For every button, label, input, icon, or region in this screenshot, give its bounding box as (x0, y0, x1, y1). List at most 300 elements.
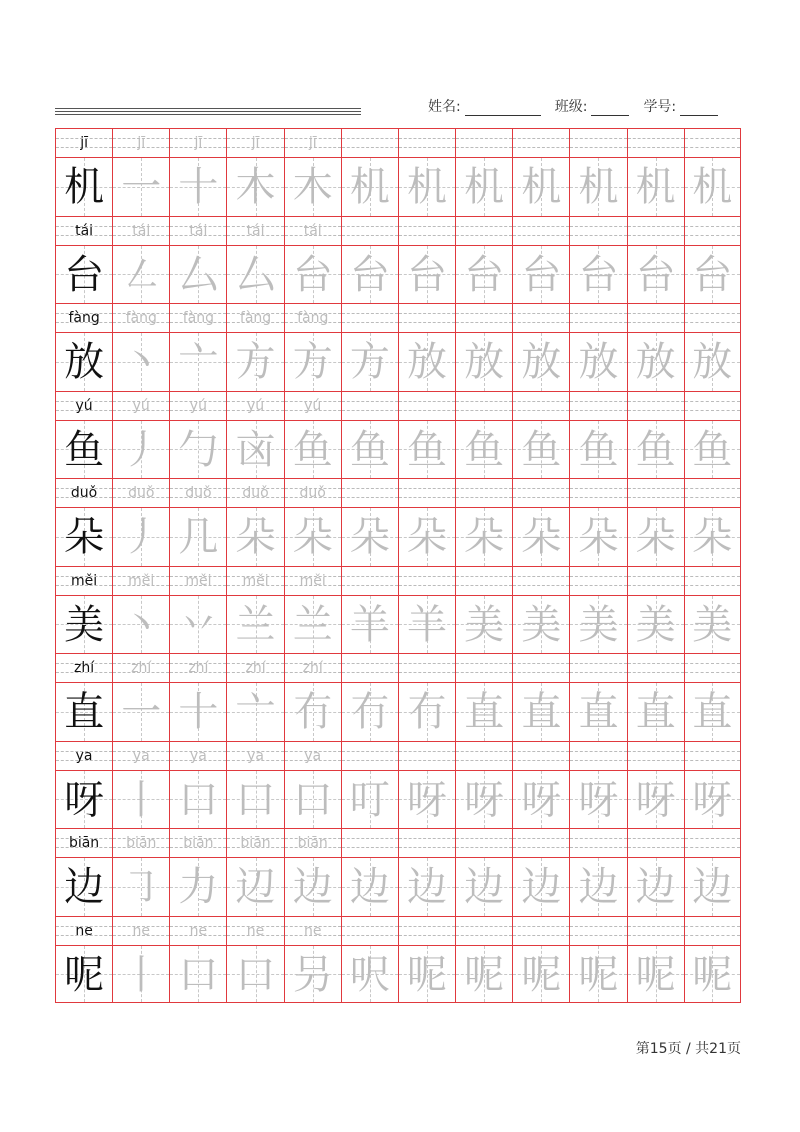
character-cell[interactable] (569, 771, 626, 829)
pinyin-cell[interactable] (169, 392, 226, 420)
pinyin-cell[interactable] (169, 917, 226, 945)
pinyin-cell[interactable] (627, 654, 684, 682)
pinyin-cell[interactable] (226, 742, 283, 770)
character-cell[interactable] (284, 683, 341, 741)
character-cell[interactable] (569, 246, 626, 304)
student-no-field[interactable] (643, 96, 718, 116)
pinyin-cell[interactable] (569, 742, 626, 770)
pinyin-cell[interactable] (455, 829, 512, 857)
character-cell[interactable] (341, 596, 398, 654)
pinyin-cell[interactable] (569, 479, 626, 507)
character-cell[interactable] (398, 508, 455, 566)
stroke-step-character: 放 (407, 339, 448, 385)
character-cell[interactable] (398, 333, 455, 391)
pinyin-trace: tái (189, 222, 208, 239)
pinyin-cell[interactable] (455, 567, 512, 595)
pinyin-cell[interactable] (341, 917, 398, 945)
character-cell[interactable] (398, 858, 455, 916)
pinyin-cell[interactable] (169, 567, 226, 595)
character-cell[interactable] (341, 421, 398, 479)
pinyin-cell[interactable] (55, 654, 112, 682)
stroke-step-character: 鱼 (464, 426, 505, 473)
stroke-step-character: 边 (578, 864, 619, 910)
pinyin-cell[interactable] (112, 304, 169, 332)
character-cell[interactable] (512, 596, 569, 654)
character-cell[interactable] (455, 421, 512, 479)
stroke-step-character: 朵 (578, 514, 619, 560)
stroke-step-character: 机 (407, 164, 448, 210)
character-cell[interactable] (627, 158, 684, 216)
pinyin-cell[interactable] (569, 217, 626, 245)
pinyin-cell[interactable] (398, 742, 455, 770)
character-cell[interactable] (112, 508, 169, 566)
pinyin-row (55, 391, 741, 420)
character-cell[interactable] (169, 158, 226, 216)
character-cell[interactable] (627, 858, 684, 916)
character-cell[interactable] (284, 946, 341, 1003)
character-cell[interactable] (398, 683, 455, 741)
character-cell[interactable] (284, 333, 341, 391)
pinyin-cell[interactable] (169, 304, 226, 332)
pinyin-cell[interactable] (627, 217, 684, 245)
pinyin-cell[interactable] (455, 479, 512, 507)
pinyin-cell[interactable] (398, 567, 455, 595)
pinyin-cell[interactable] (169, 479, 226, 507)
character-cell[interactable] (627, 683, 684, 741)
character-cell[interactable] (226, 946, 283, 1003)
pinyin-cell[interactable] (284, 304, 341, 332)
character-cell[interactable] (55, 421, 112, 479)
stroke-step-character: 直 (635, 689, 676, 735)
character-cell[interactable] (112, 158, 169, 216)
character-cell[interactable] (112, 771, 169, 829)
pinyin-cell[interactable] (226, 392, 283, 420)
model-character: 放 (64, 339, 105, 385)
pinyin-cell[interactable] (55, 217, 112, 245)
pinyin-cell[interactable] (284, 829, 341, 857)
character-cell[interactable] (169, 333, 226, 391)
stroke-step-character: 台 (292, 251, 333, 298)
pinyin-cell[interactable] (398, 479, 455, 507)
pinyin-cell[interactable] (627, 129, 684, 157)
character-cell[interactable] (55, 683, 112, 741)
character-cell[interactable] (512, 333, 569, 391)
stroke-step-character: 呢 (692, 951, 733, 998)
character-cell[interactable] (226, 858, 283, 916)
pinyin-cell[interactable] (284, 129, 341, 157)
stroke-step-character: 冇 (407, 689, 448, 735)
character-cell[interactable] (55, 596, 112, 654)
character-cell[interactable] (455, 596, 512, 654)
pinyin-cell[interactable] (627, 829, 684, 857)
pinyin-cell[interactable] (398, 392, 455, 420)
stroke-step-character: 羊 (407, 601, 448, 648)
pinyin-row (55, 741, 741, 770)
pinyin-cell[interactable] (398, 217, 455, 245)
character-cell[interactable] (569, 858, 626, 916)
character-cell[interactable] (169, 421, 226, 479)
character-cell[interactable] (55, 858, 112, 916)
pinyin-trace: biān (183, 835, 214, 851)
pinyin-cell[interactable] (684, 742, 741, 770)
class-blank[interactable] (591, 101, 629, 116)
character-cell[interactable] (569, 333, 626, 391)
pinyin-cell[interactable] (284, 217, 341, 245)
character-row (55, 682, 741, 741)
pinyin-label: biān (68, 835, 100, 851)
pinyin-cell[interactable] (684, 917, 741, 945)
character-cell[interactable] (226, 771, 283, 829)
character-cell[interactable] (512, 771, 569, 829)
character-cell[interactable] (284, 421, 341, 479)
pinyin-cell[interactable] (684, 304, 741, 332)
stroke-step-character: 直 (578, 689, 619, 735)
pinyin-cell[interactable] (398, 654, 455, 682)
pinyin-cell[interactable] (112, 742, 169, 770)
pinyin-cell[interactable] (627, 479, 684, 507)
character-cell[interactable] (512, 158, 569, 216)
pinyin-cell[interactable] (627, 304, 684, 332)
character-cell[interactable] (341, 771, 398, 829)
character-cell[interactable] (684, 596, 741, 654)
character-cell[interactable] (569, 596, 626, 654)
pinyin-cell[interactable] (226, 917, 283, 945)
pinyin-cell[interactable] (284, 392, 341, 420)
pinyin-cell[interactable] (226, 217, 283, 245)
pinyin-cell[interactable] (55, 129, 112, 157)
pinyin-cell[interactable] (226, 829, 283, 857)
pinyin-cell[interactable] (284, 479, 341, 507)
pinyin-cell[interactable] (569, 304, 626, 332)
pinyin-cell[interactable] (569, 129, 626, 157)
character-cell[interactable] (398, 946, 455, 1003)
pinyin-trace: ne (246, 922, 265, 939)
pinyin-cell[interactable] (684, 392, 741, 420)
character-cell[interactable] (55, 158, 112, 216)
character-cell[interactable] (341, 683, 398, 741)
character-cell[interactable] (512, 246, 569, 304)
pinyin-cell[interactable] (627, 742, 684, 770)
character-cell[interactable] (55, 333, 112, 391)
pinyin-label: yú (75, 397, 93, 414)
pinyin-cell[interactable] (284, 742, 341, 770)
pinyin-cell[interactable] (455, 129, 512, 157)
stroke-step-character: 美 (464, 601, 505, 648)
character-cell[interactable] (55, 246, 112, 304)
character-cell[interactable] (169, 596, 226, 654)
pinyin-cell[interactable] (169, 829, 226, 857)
character-cell[interactable] (512, 508, 569, 566)
character-cell[interactable] (169, 771, 226, 829)
pinyin-cell[interactable] (455, 917, 512, 945)
pinyin-cell[interactable] (169, 129, 226, 157)
pinyin-cell[interactable] (684, 567, 741, 595)
model-character: 台 (64, 251, 105, 298)
character-cell[interactable] (455, 946, 512, 1003)
character-cell[interactable] (169, 946, 226, 1003)
pinyin-cell[interactable] (341, 129, 398, 157)
pinyin-cell[interactable] (169, 742, 226, 770)
pinyin-cell[interactable] (512, 917, 569, 945)
character-cell[interactable] (226, 508, 283, 566)
pinyin-cell[interactable] (341, 392, 398, 420)
stroke-step-character: 机 (578, 164, 619, 210)
stroke-step-character: 边 (692, 864, 733, 910)
pinyin-cell[interactable] (341, 829, 398, 857)
pinyin-trace: duǒ (299, 485, 326, 501)
pinyin-cell[interactable] (112, 392, 169, 420)
character-cell[interactable] (226, 246, 283, 304)
character-cell[interactable] (684, 771, 741, 829)
character-cell[interactable] (684, 858, 741, 916)
practice-row (55, 566, 741, 654)
character-cell[interactable] (569, 421, 626, 479)
pinyin-cell[interactable] (512, 829, 569, 857)
character-cell[interactable] (55, 508, 112, 566)
pinyin-cell[interactable] (112, 217, 169, 245)
character-cell[interactable] (284, 858, 341, 916)
stroke-step-character: 朵 (407, 514, 448, 560)
pinyin-cell[interactable] (455, 742, 512, 770)
pinyin-cell[interactable] (55, 917, 112, 945)
stroke-step-character: ㇜ (121, 251, 162, 298)
character-cell[interactable] (341, 946, 398, 1003)
character-cell[interactable] (569, 946, 626, 1003)
character-cell[interactable] (169, 246, 226, 304)
pinyin-trace: tái (132, 222, 151, 239)
character-cell[interactable] (569, 508, 626, 566)
character-cell[interactable] (341, 858, 398, 916)
character-cell[interactable] (226, 683, 283, 741)
character-cell[interactable] (112, 421, 169, 479)
character-cell[interactable] (455, 683, 512, 741)
stroke-step-character: 羊 (349, 601, 390, 648)
character-cell[interactable] (226, 158, 283, 216)
pinyin-cell[interactable] (341, 304, 398, 332)
name-blank[interactable] (465, 101, 541, 116)
stroke-step-character: 放 (578, 339, 619, 385)
pinyin-cell[interactable] (684, 217, 741, 245)
character-cell[interactable] (512, 683, 569, 741)
character-cell[interactable] (112, 596, 169, 654)
pinyin-cell[interactable] (398, 304, 455, 332)
stroke-step-character: 美 (521, 601, 562, 648)
pinyin-cell[interactable] (684, 129, 741, 157)
character-cell[interactable] (512, 946, 569, 1003)
character-cell[interactable] (284, 508, 341, 566)
pinyin-cell[interactable] (627, 392, 684, 420)
pinyin-cell[interactable] (341, 567, 398, 595)
character-cell[interactable] (284, 158, 341, 216)
pinyin-cell[interactable] (569, 392, 626, 420)
character-cell[interactable] (112, 246, 169, 304)
character-cell[interactable] (284, 596, 341, 654)
character-cell[interactable] (627, 946, 684, 1003)
pinyin-label: duǒ (70, 485, 98, 501)
pinyin-cell[interactable] (112, 829, 169, 857)
character-cell[interactable] (684, 946, 741, 1003)
character-cell[interactable] (684, 158, 741, 216)
pinyin-trace: fàng (182, 310, 215, 326)
stroke-step-character: 呀 (521, 776, 562, 823)
stroke-step-character: 呢 (407, 951, 448, 998)
character-cell[interactable] (684, 246, 741, 304)
character-cell[interactable] (112, 683, 169, 741)
stroke-step-character: 朵 (521, 514, 562, 560)
pinyin-cell[interactable] (627, 917, 684, 945)
pinyin-cell[interactable] (226, 654, 283, 682)
pinyin-cell[interactable] (284, 654, 341, 682)
character-cell[interactable] (226, 421, 283, 479)
pinyin-cell[interactable] (55, 479, 112, 507)
character-cell[interactable] (398, 771, 455, 829)
pinyin-cell[interactable] (398, 829, 455, 857)
character-cell[interactable] (684, 333, 741, 391)
pinyin-cell[interactable] (398, 129, 455, 157)
pinyin-cell[interactable] (512, 654, 569, 682)
pinyin-cell[interactable] (512, 567, 569, 595)
practice-row (55, 128, 741, 216)
pinyin-cell[interactable] (169, 654, 226, 682)
pinyin-cell[interactable] (112, 567, 169, 595)
pinyin-cell[interactable] (684, 829, 741, 857)
character-cell[interactable] (455, 771, 512, 829)
pinyin-cell[interactable] (512, 392, 569, 420)
character-cell[interactable] (169, 858, 226, 916)
character-cell[interactable] (455, 508, 512, 566)
character-cell[interactable] (684, 421, 741, 479)
pinyin-cell[interactable] (512, 129, 569, 157)
pinyin-trace: ne (303, 922, 322, 939)
pinyin-cell[interactable] (684, 479, 741, 507)
pinyin-cell[interactable] (112, 129, 169, 157)
pinyin-cell[interactable] (455, 654, 512, 682)
pinyin-cell[interactable] (398, 917, 455, 945)
stroke-step-character: 力 (178, 864, 219, 910)
character-cell[interactable] (627, 421, 684, 479)
character-cell[interactable] (341, 158, 398, 216)
pinyin-cell[interactable] (226, 567, 283, 595)
character-cell[interactable] (55, 771, 112, 829)
character-cell[interactable] (627, 333, 684, 391)
class-field[interactable] (555, 96, 630, 116)
stroke-step-character: 呢 (635, 951, 676, 998)
character-cell[interactable] (284, 246, 341, 304)
character-cell[interactable] (398, 421, 455, 479)
pinyin-cell[interactable] (341, 654, 398, 682)
pinyin-trace: tái (303, 222, 322, 239)
character-cell[interactable] (627, 771, 684, 829)
pinyin-cell[interactable] (341, 479, 398, 507)
character-cell[interactable] (169, 508, 226, 566)
character-cell[interactable] (398, 596, 455, 654)
pinyin-cell[interactable] (569, 917, 626, 945)
pinyin-cell[interactable] (569, 654, 626, 682)
pinyin-cell[interactable] (226, 129, 283, 157)
character-cell[interactable] (398, 158, 455, 216)
pinyin-cell[interactable] (455, 217, 512, 245)
character-cell[interactable] (627, 246, 684, 304)
pinyin-cell[interactable] (455, 392, 512, 420)
character-cell[interactable] (169, 683, 226, 741)
character-cell[interactable] (341, 333, 398, 391)
stroke-step-character: 直 (464, 689, 505, 735)
character-cell[interactable] (341, 246, 398, 304)
pinyin-cell[interactable] (512, 479, 569, 507)
character-cell[interactable] (112, 858, 169, 916)
character-cell[interactable] (398, 246, 455, 304)
practice-row (55, 916, 741, 1004)
pinyin-cell[interactable] (569, 829, 626, 857)
character-row (55, 595, 741, 654)
character-cell[interactable] (627, 596, 684, 654)
character-cell[interactable] (627, 508, 684, 566)
character-cell[interactable] (455, 246, 512, 304)
pinyin-cell[interactable] (684, 654, 741, 682)
pinyin-cell[interactable] (455, 304, 512, 332)
pinyin-cell[interactable] (55, 392, 112, 420)
pinyin-cell[interactable] (569, 567, 626, 595)
character-cell[interactable] (512, 858, 569, 916)
character-cell[interactable] (455, 158, 512, 216)
pinyin-cell[interactable] (284, 917, 341, 945)
pinyin-cell[interactable] (341, 742, 398, 770)
pinyin-cell[interactable] (512, 742, 569, 770)
character-cell[interactable] (455, 333, 512, 391)
stroke-step-character: 丿 (121, 514, 162, 560)
pinyin-cell[interactable] (226, 304, 283, 332)
character-cell[interactable] (569, 158, 626, 216)
model-character: 呀 (64, 776, 105, 823)
character-cell[interactable] (112, 333, 169, 391)
pinyin-trace: duǒ (128, 485, 155, 501)
pinyin-cell[interactable] (341, 217, 398, 245)
pinyin-cell[interactable] (627, 567, 684, 595)
pinyin-cell[interactable] (169, 217, 226, 245)
pinyin-cell[interactable] (112, 654, 169, 682)
pinyin-cell[interactable] (226, 479, 283, 507)
pinyin-cell[interactable] (55, 304, 112, 332)
character-cell[interactable] (684, 508, 741, 566)
pinyin-trace: ne (132, 922, 150, 939)
pinyin-row (55, 478, 741, 507)
character-cell[interactable] (226, 333, 283, 391)
pinyin-cell[interactable] (55, 829, 112, 857)
character-cell[interactable] (226, 596, 283, 654)
stroke-step-character: 十 (178, 689, 219, 735)
stroke-step-character: 鱼 (407, 426, 448, 473)
student-no-blank[interactable] (680, 101, 718, 116)
character-cell[interactable] (341, 508, 398, 566)
pinyin-cell[interactable] (512, 217, 569, 245)
pinyin-cell[interactable] (284, 567, 341, 595)
name-field[interactable] (428, 96, 541, 116)
stroke-step-character: 方 (349, 339, 390, 385)
pinyin-trace: biān (240, 835, 271, 851)
pinyin-cell[interactable] (112, 917, 169, 945)
pinyin-cell[interactable] (55, 567, 112, 595)
character-cell[interactable] (569, 683, 626, 741)
character-cell[interactable] (455, 858, 512, 916)
pinyin-cell[interactable] (112, 479, 169, 507)
pinyin-cell[interactable] (512, 304, 569, 332)
character-cell[interactable] (284, 771, 341, 829)
character-cell[interactable] (684, 683, 741, 741)
character-cell[interactable] (55, 946, 112, 1003)
character-cell[interactable] (112, 946, 169, 1003)
pinyin-cell[interactable] (55, 742, 112, 770)
character-cell[interactable] (512, 421, 569, 479)
